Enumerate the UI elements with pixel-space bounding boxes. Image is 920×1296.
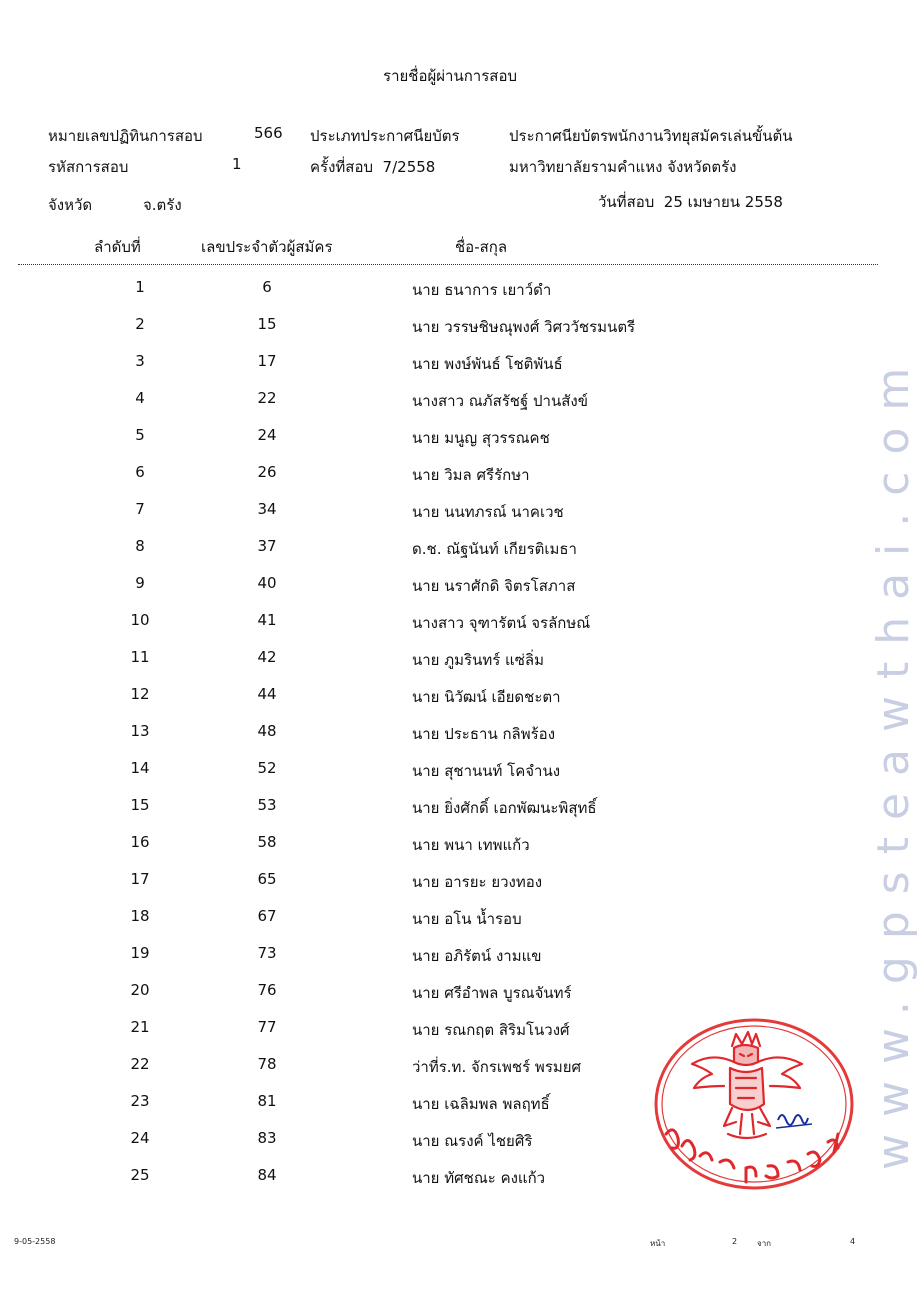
row-applicant-id: 37 [257,537,277,555]
row-number: 14 [130,759,150,777]
row-applicant-id: 53 [257,796,277,814]
table-row [0,722,900,752]
row-name: นาย นิวัฒน์ เอียดชะตา [412,688,561,706]
exam-date-label: วันที่สอบ [598,193,655,211]
row-number: 8 [135,537,145,555]
row-applicant-id: 73 [257,944,277,962]
table-row [0,611,900,641]
row-applicant-id: 41 [257,611,277,629]
row-name: นาย พงษ์พันธ์ โชติพันธ์ [412,355,563,373]
row-number: 1 [135,278,145,296]
row-name: นาย ณรงค์ ไชยศิริ [412,1132,533,1150]
row-name: ว่าที่ร.ท. จักรเพชร์ พรมยศ [412,1058,582,1076]
exam-code-value: 1 [232,155,242,173]
row-name: นาย ภูมรินทร์ แซ่ลิ่ม [412,651,544,669]
row-name: นางสาว ณภัสรัชฐ์ ปานสังข์ [412,392,588,410]
row-applicant-id: 15 [257,315,277,333]
row-number: 24 [130,1129,150,1147]
header-divider [18,264,878,265]
row-name: นาย ยิ่งศักดิ์ เอกพัฒนะพิสุทธิ์ [412,799,597,817]
row-number: 19 [130,944,150,962]
row-name: นาย ธนาการ เยาว์ดำ [412,281,552,299]
row-applicant-id: 26 [257,463,277,481]
row-name: นาย สุชานนท์ โคจำนง [412,762,561,780]
exam-schedule-label: หมายเลขปฏิทินการสอบ [48,127,203,145]
column-header-name: ชื่อ-สกุล [455,238,508,256]
row-number: 22 [130,1055,150,1073]
exam-round-value: 7/2558 [382,158,436,176]
row-applicant-id: 76 [257,981,277,999]
table-row [0,426,900,456]
table-row [0,870,900,900]
row-number: 16 [130,833,150,851]
row-name: นางสาว จุฑารัตน์ จรลักษณ์ [412,614,591,632]
exam-date-value: 25 เมษายน 2558 [663,193,783,211]
table-row [0,574,900,604]
row-name: ด.ช. ณัฐนันท์ เกียรติเมธา [412,540,577,558]
row-number: 13 [130,722,150,740]
table-row [0,685,900,715]
table-row [0,944,900,974]
row-number: 21 [130,1018,150,1036]
table-row [0,648,900,678]
table-row [0,537,900,567]
row-number: 25 [130,1166,150,1184]
row-applicant-id: 65 [257,870,277,888]
row-name: นาย นราศักดิ จิตรโสภาส [412,577,576,595]
cert-type-label: ประเภทประกาศนียบัตร [310,127,460,145]
row-name: นาย มนูญ สุวรรณคช [412,429,550,447]
row-name: นาย อภิรัตน์ งามแข [412,947,542,965]
column-header-no: ลำดับที่ [94,238,141,256]
row-number: 18 [130,907,150,925]
row-applicant-id: 58 [257,833,277,851]
row-applicant-id: 78 [257,1055,277,1073]
row-name: นาย ทัศชณะ คงแก้ว [412,1169,546,1187]
office-seal-stamp [652,1016,856,1196]
table-row [0,500,900,530]
row-applicant-id: 22 [257,389,277,407]
row-applicant-id: 83 [257,1129,277,1147]
row-name: นาย พนา เทพแก้ว [412,836,530,854]
row-name: นาย วิมล ศรีรักษา [412,466,530,484]
row-applicant-id: 40 [257,574,277,592]
table-row [0,759,900,789]
row-number: 2 [135,315,145,333]
row-name: นาย ประธาน กลิพร้อง [412,725,556,743]
page-total: 4 [850,1237,856,1246]
row-number: 11 [130,648,150,666]
row-applicant-id: 24 [257,426,277,444]
row-number: 9 [135,574,145,592]
website-watermark: www.gpsteawthai.com [868,350,919,1170]
table-row [0,463,900,493]
print-date: 9-05-2558 [14,1237,56,1246]
exam-venue: มหาวิทยาลัยรามคำแหง จังหวัดตรัง [509,158,737,176]
row-applicant-id: 6 [262,278,272,296]
table-row [0,278,900,308]
table-row [0,907,900,937]
page-of-label: จาก [757,1239,772,1248]
table-row [0,796,900,826]
row-applicant-id: 67 [257,907,277,925]
exam-round-label: ครั้งที่สอบ [310,158,373,176]
row-number: 5 [135,426,145,444]
province-value: จ.ตรัง [143,196,182,214]
page-label: หน้า [650,1239,666,1248]
row-number: 7 [135,500,145,518]
row-number: 6 [135,463,145,481]
row-number: 20 [130,981,150,999]
table-row [0,352,900,382]
row-name: นาย วรรษชิษณุพงศ์ วิศววัชรมนตรี [412,318,636,336]
row-number: 23 [130,1092,150,1110]
table-row [0,981,900,1011]
row-applicant-id: 44 [257,685,277,703]
province-label: จังหวัด [48,196,93,214]
row-applicant-id: 81 [257,1092,277,1110]
table-row [0,833,900,863]
row-name: นาย เฉลิมพล พลฤทธิ์ [412,1095,550,1113]
row-applicant-id: 42 [257,648,277,666]
row-applicant-id: 48 [257,722,277,740]
row-number: 17 [130,870,150,888]
column-header-applicant-id: เลขประจำตัวผู้สมัคร [201,238,333,256]
row-applicant-id: 34 [257,500,277,518]
cert-type-value: ประกาศนียบัตรพนักงานวิทยุสมัครเล่นขั้นต้น [509,127,793,145]
row-number: 12 [130,685,150,703]
row-name: นาย ศรีอำพล บูรณจันทร์ [412,984,572,1002]
row-applicant-id: 52 [257,759,277,777]
row-name: นาย อารยะ ยวงทอง [412,873,543,891]
page-title: รายชื่อผู้ผ่านการสอบ [383,67,517,85]
row-applicant-id: 84 [257,1166,277,1184]
row-number: 15 [130,796,150,814]
row-name: นาย อโน น้ำรอบ [412,910,522,928]
row-name: นาย รณกฤต สิริมโนวงศ์ [412,1021,570,1039]
page-current: 2 [732,1237,738,1246]
row-number: 4 [135,389,145,407]
exam-code-label: รหัสการสอบ [48,158,129,176]
row-number: 10 [130,611,150,629]
row-applicant-id: 77 [257,1018,277,1036]
table-row [0,389,900,419]
row-number: 3 [135,352,145,370]
row-applicant-id: 17 [257,352,277,370]
exam-round [310,155,435,179]
table-row [0,315,900,345]
row-name: นาย นนทภรณ์ นาคเวช [412,503,564,521]
exam-schedule-value: 566 [254,124,283,142]
exam-date [598,190,783,214]
